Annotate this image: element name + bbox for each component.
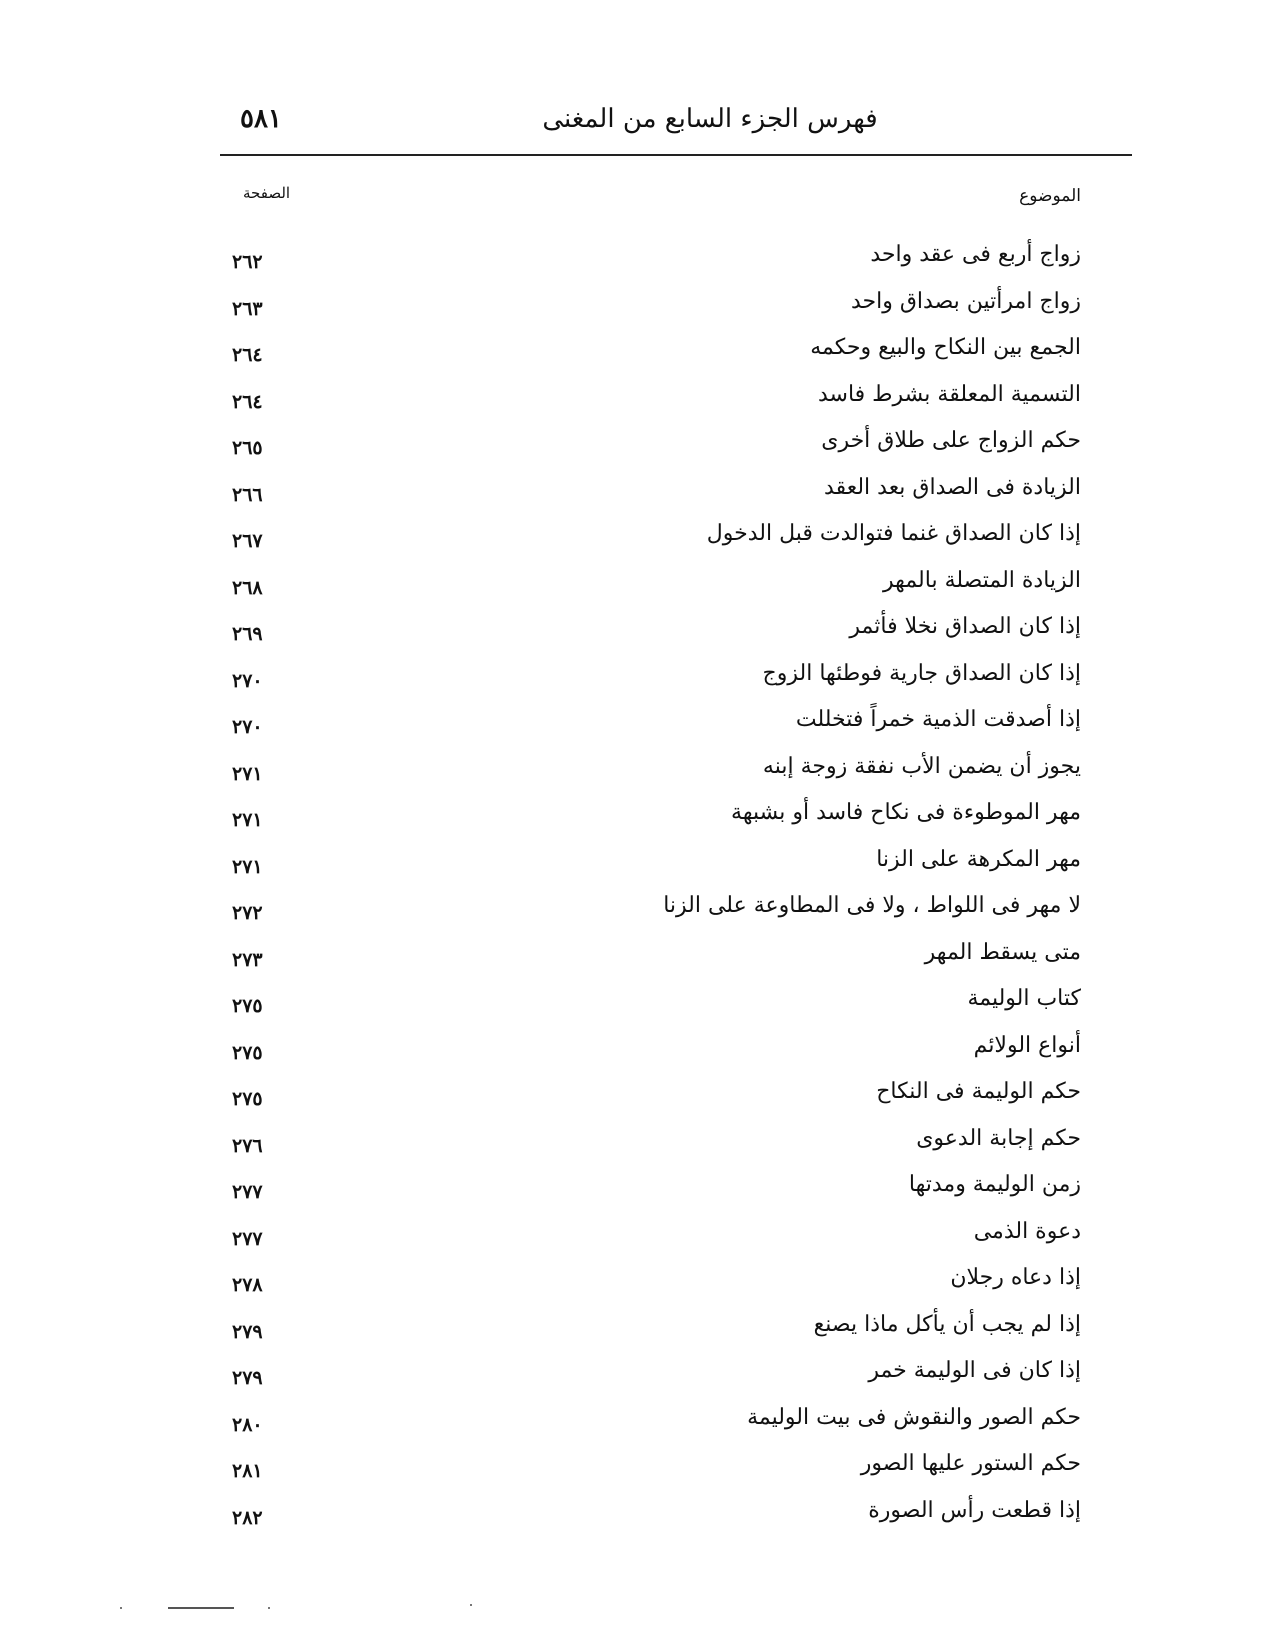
toc-page-number: ٢٧١ — [232, 762, 263, 785]
toc-topic: لا مهر فى اللواط ، ولا فى المطاوعة على الزنا — [663, 893, 1081, 918]
toc-row — [0, 798, 1261, 845]
toc-topic: حكم الزواج على طلاق أخرى — [821, 428, 1081, 453]
toc-page-number: ٢٨١ — [232, 1460, 263, 1482]
toc-topic: مهر الموطوءة فى نكاح فاسد أو بشبهة — [731, 800, 1081, 825]
toc-page-number: ٢٧٩ — [232, 1367, 263, 1389]
toc-page-number: ٢٧١ — [232, 809, 263, 831]
toc-page-number: ٢٦٧ — [232, 530, 263, 552]
toc-topic: زواج أربع فى عقد واحد — [870, 242, 1081, 267]
toc-page-number: ٢٧٣ — [232, 948, 263, 971]
running-title: فهرس الجزء السابع من المغنى — [542, 104, 878, 134]
toc-topic: إذا كان الصداق جارية فوطئها الزوج — [762, 660, 1081, 686]
toc-row — [0, 1031, 1261, 1078]
toc-row — [0, 612, 1261, 659]
toc-topic: إذا كان الصداق نخلا فأثمر — [849, 614, 1081, 639]
toc-topic: زواج امرأتين بصداق واحد — [850, 288, 1081, 314]
toc-page-number: ٢٧١ — [232, 855, 263, 878]
toc-topic: مهر المكرهة على الزنا — [876, 846, 1081, 872]
toc-row — [0, 1449, 1261, 1496]
toc-row — [0, 705, 1261, 752]
header-rule — [220, 154, 1132, 156]
toc-page-number: ٢٦٦ — [232, 483, 263, 506]
toc-list — [0, 240, 1261, 1542]
toc-row — [0, 1124, 1261, 1171]
toc-row — [0, 1496, 1261, 1543]
toc-topic: زمن الوليمة ومدتها — [908, 1172, 1081, 1197]
toc-row — [0, 938, 1261, 985]
toc-page-number: ٢٧٦ — [232, 1134, 263, 1157]
toc-page-number: ٢٦٢ — [232, 251, 263, 273]
footer-rule — [168, 1607, 234, 1609]
toc-page-number: ٢٧٢ — [232, 902, 263, 924]
toc-row — [0, 1310, 1261, 1357]
toc-topic: حكم الصور والنقوش فى بيت الوليمة — [747, 1404, 1081, 1430]
toc-row — [0, 519, 1261, 566]
toc-topic: إذا قطعت رأس الصورة — [868, 1497, 1081, 1523]
toc-topic: يجوز أن يضمن الأب نفقة زوجة إبنه — [762, 753, 1081, 779]
toc-page-number: ٢٧٧ — [232, 1227, 263, 1250]
toc-page-number: ٢٦٤ — [232, 344, 263, 366]
toc-row — [0, 1356, 1261, 1403]
toc-topic: إذا لم يجب أن يأكل ماذا يصنع — [813, 1311, 1081, 1337]
toc-page-number: ٢٦٥ — [232, 437, 263, 459]
toc-row — [0, 380, 1261, 427]
toc-page-number: ٢٦٨ — [232, 576, 263, 599]
toc-topic: إذا دعاه رجلان — [950, 1265, 1081, 1290]
scan-speck — [470, 1604, 472, 1606]
toc-page-number: ٢٧٥ — [232, 1088, 263, 1110]
toc-page-number: ٢٧٥ — [232, 995, 263, 1017]
toc-page-number: ٢٧٩ — [232, 1320, 263, 1343]
scan-speck — [268, 1607, 270, 1609]
toc-row — [0, 1170, 1261, 1217]
toc-row — [0, 659, 1261, 706]
column-header-page: الصفحة — [243, 184, 291, 202]
toc-page-number: ٢٦٣ — [232, 297, 263, 320]
toc-topic: إذا كان الصداق غنما فتوالدت قبل الدخول — [706, 521, 1081, 546]
toc-page-number: ٢٧٥ — [232, 1041, 263, 1064]
toc-row — [0, 1263, 1261, 1310]
scan-speck — [120, 1607, 122, 1609]
toc-topic: الزيادة فى الصداق بعد العقد — [824, 474, 1081, 500]
toc-page-number: ٢٦٩ — [232, 623, 263, 645]
toc-page-number: ٢٧٨ — [232, 1274, 263, 1296]
toc-topic: حكم الوليمة فى النكاح — [876, 1079, 1081, 1104]
toc-row — [0, 426, 1261, 473]
toc-topic: إذا كان فى الوليمة خمر — [868, 1358, 1081, 1383]
toc-row — [0, 845, 1261, 892]
toc-row — [0, 1077, 1261, 1124]
toc-row — [0, 984, 1261, 1031]
toc-topic: الجمع بين النكاح والبيع وحكمه — [810, 335, 1081, 360]
toc-topic: التسمية المعلقة بشرط فاسد — [817, 381, 1081, 407]
toc-topic: دعوة الذمى — [973, 1218, 1081, 1244]
column-header-topic: الموضوع — [1019, 186, 1081, 206]
toc-row — [0, 473, 1261, 520]
toc-row — [0, 333, 1261, 380]
toc-page-number: ٢٦٤ — [232, 390, 263, 413]
toc-topic: إذا أصدقت الذمية خمراً فتخللت — [795, 707, 1081, 732]
toc-row — [0, 240, 1261, 287]
toc-topic: الزيادة المتصلة بالمهر — [883, 567, 1081, 593]
toc-topic: حكم الستور عليها الصور — [860, 1451, 1081, 1476]
toc-row — [0, 1403, 1261, 1450]
toc-row — [0, 287, 1261, 334]
toc-page-number: ٢٨٢ — [232, 1506, 263, 1529]
toc-row — [0, 752, 1261, 799]
toc-topic: حكم إجابة الدعوى — [916, 1125, 1081, 1151]
toc-page-number: ٢٧٠ — [232, 716, 263, 738]
toc-topic: متى يسقط المهر — [924, 939, 1081, 965]
toc-page-number: ٢٨٠ — [232, 1413, 263, 1436]
page-number: ٥٨١ — [240, 104, 282, 134]
toc-page-number: ٢٧٧ — [232, 1181, 263, 1203]
toc-row — [0, 566, 1261, 613]
toc-row — [0, 891, 1261, 938]
toc-row — [0, 1217, 1261, 1264]
toc-topic: أنواع الولائم — [973, 1032, 1081, 1058]
toc-topic: كتاب الوليمة — [967, 986, 1081, 1011]
toc-page-number: ٢٧٠ — [232, 669, 263, 692]
